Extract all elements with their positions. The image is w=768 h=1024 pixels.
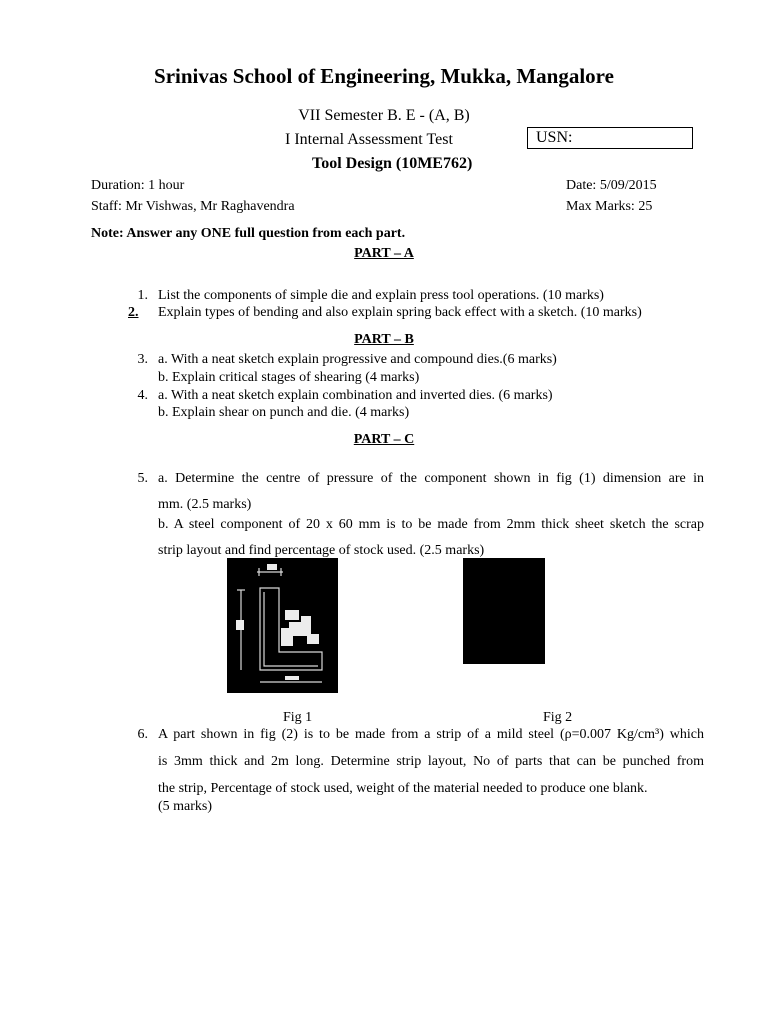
part-c-heading: PART – C: [353, 432, 415, 447]
part-a-heading: PART – A: [354, 246, 414, 261]
max-marks: Max Marks: 25: [566, 199, 653, 214]
course-title: Tool Design (10ME762): [312, 155, 473, 172]
question-text: mm. (2.5 marks): [158, 497, 252, 512]
exam-date: Date: 5/09/2015: [566, 178, 657, 193]
question-number: 6.: [137, 727, 148, 742]
figure-2-image: [463, 558, 545, 664]
semester-line: VII Semester B. E - (A, B): [298, 107, 470, 124]
usn-box: [527, 127, 693, 149]
question-text: a. Determine the centre of pressure of the component shown in fig (1) dimension are in: [158, 471, 704, 486]
question-text: a. With a neat sketch explain progressive and compound dies.(6 marks): [158, 352, 557, 367]
question-text: List the components of simple die and explain press tool operations. (10 marks): [158, 288, 604, 303]
question-text: b. A steel component of 20 x 60 mm is to be made from 2mm thick sheet sketch the scrap: [158, 517, 704, 532]
question-number: 2.: [128, 305, 139, 320]
figure-2-caption: Fig 2: [543, 710, 573, 725]
question-text: A part shown in fig (2) is to be made from a strip of a mild steel (ρ=0.007 Kg/cm³) which: [158, 727, 704, 742]
duration: Duration: 1 hour: [91, 178, 185, 193]
question-text: a. With a neat sketch explain combination and inverted dies. (6 marks): [158, 388, 553, 403]
figure-1-sketch: [227, 558, 338, 693]
question-text: is 3mm thick and 2m long. Determine strip layout, No of parts that can be punched from: [158, 754, 704, 769]
institution-title: Srinivas School of Engineering, Mukka, Mangalore: [154, 64, 614, 88]
question-number: 4.: [137, 388, 148, 403]
instruction-note: Note: Answer any ONE full question from each part.: [91, 226, 406, 241]
question-text: b. Explain shear on punch and die. (4 marks): [158, 405, 410, 420]
figure-1-caption: Fig 1: [283, 710, 313, 725]
question-text: the strip, Percentage of stock used, weight of the material needed to produce one blank.: [158, 781, 648, 796]
part-b-heading: PART – B: [354, 332, 414, 347]
question-number: 3.: [137, 352, 148, 367]
staff: Staff: Mr Vishwas, Mr Raghavendra: [91, 199, 295, 214]
question-number: 5.: [137, 471, 148, 486]
question-number: 1.: [137, 288, 148, 303]
question-text: Explain types of bending and also explain spring back effect with a sketch. (10 marks): [158, 305, 642, 320]
question-text: (5 marks): [158, 799, 213, 814]
question-text: b. Explain critical stages of shearing (4 marks): [158, 370, 420, 385]
figure-1-image: [227, 558, 338, 693]
test-name: I Internal Assessment Test: [285, 131, 453, 148]
question-text: strip layout and find percentage of stock used. (2.5 marks): [158, 543, 485, 558]
usn-label: USN:: [536, 129, 573, 146]
